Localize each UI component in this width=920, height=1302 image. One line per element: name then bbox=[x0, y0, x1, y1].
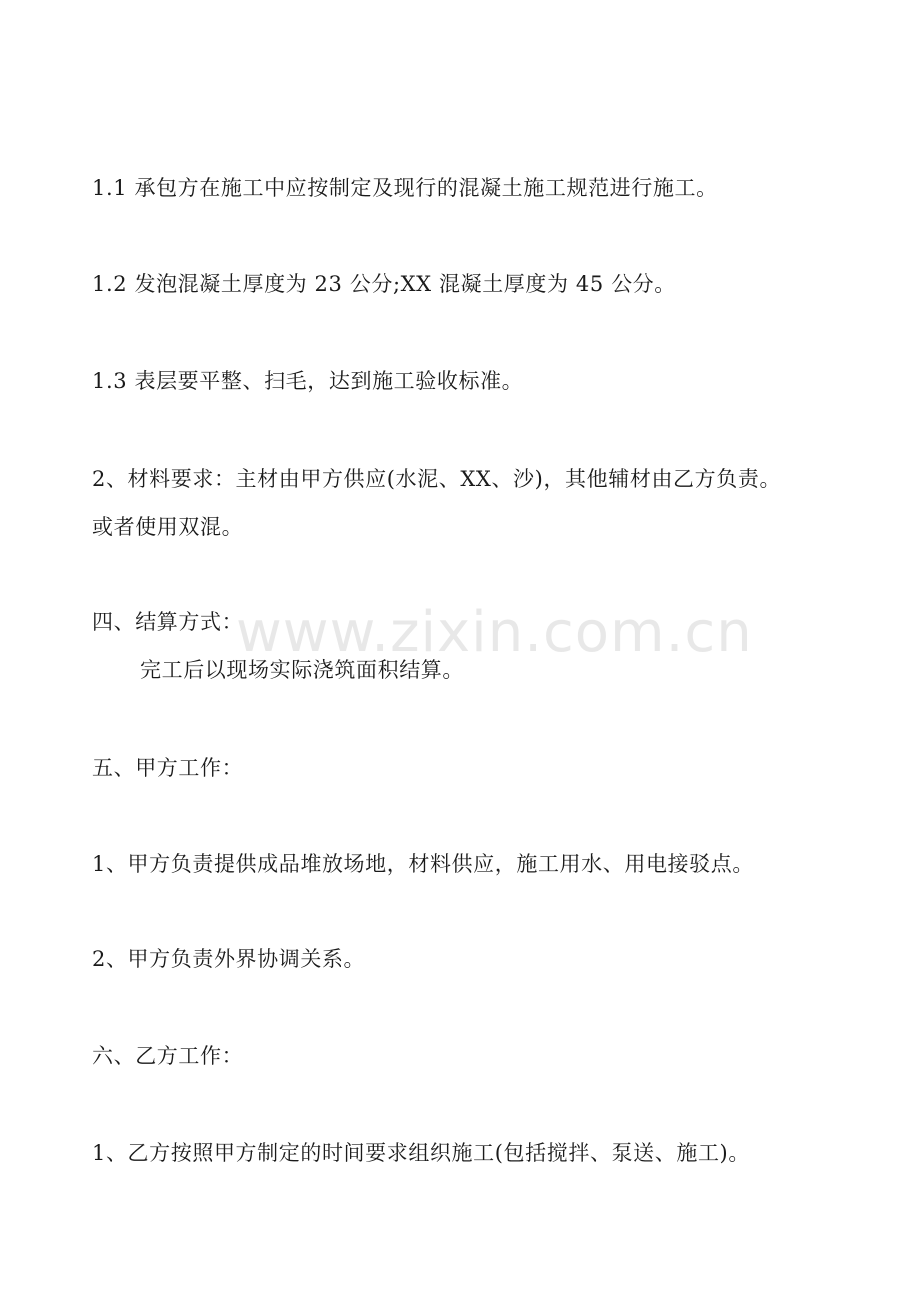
section-4-heading: 四、结算方式： bbox=[92, 610, 244, 634]
section-4-body: 完工后以现场实际浇筑面积结算。 bbox=[140, 658, 464, 682]
clause-2-materials: 2、材料要求：主材由甲方供应(水泥、XX、沙)，其他辅材由乙方负责。 bbox=[92, 467, 782, 491]
section-6-heading: 六、乙方工作： bbox=[92, 1044, 244, 1068]
clause-1-2: 1.2 发泡混凝土厚度为 23 公分;XX 混凝土厚度为 45 公分。 bbox=[92, 272, 676, 296]
clause-1-1: 1.1 承包方在施工中应按制定及现行的混凝土施工规范进行施工。 bbox=[92, 176, 718, 200]
section-6-item-1: 1、乙方按照甲方制定的时间要求组织施工(包括搅拌、泵送、施工)。 bbox=[92, 1141, 750, 1165]
section-5-heading: 五、甲方工作： bbox=[92, 756, 244, 780]
clause-2-continuation: 或者使用双混。 bbox=[92, 515, 244, 539]
watermark: www.zixin.com.cn bbox=[236, 600, 753, 665]
section-5-item-2: 2、甲方负责外界协调关系。 bbox=[92, 947, 366, 971]
clause-1-3: 1.3 表层要平整、扫毛，达到施工验收标准。 bbox=[92, 369, 524, 393]
section-5-item-1: 1、甲方负责提供成品堆放场地，材料供应，施工用水、用电接驳点。 bbox=[92, 852, 754, 876]
